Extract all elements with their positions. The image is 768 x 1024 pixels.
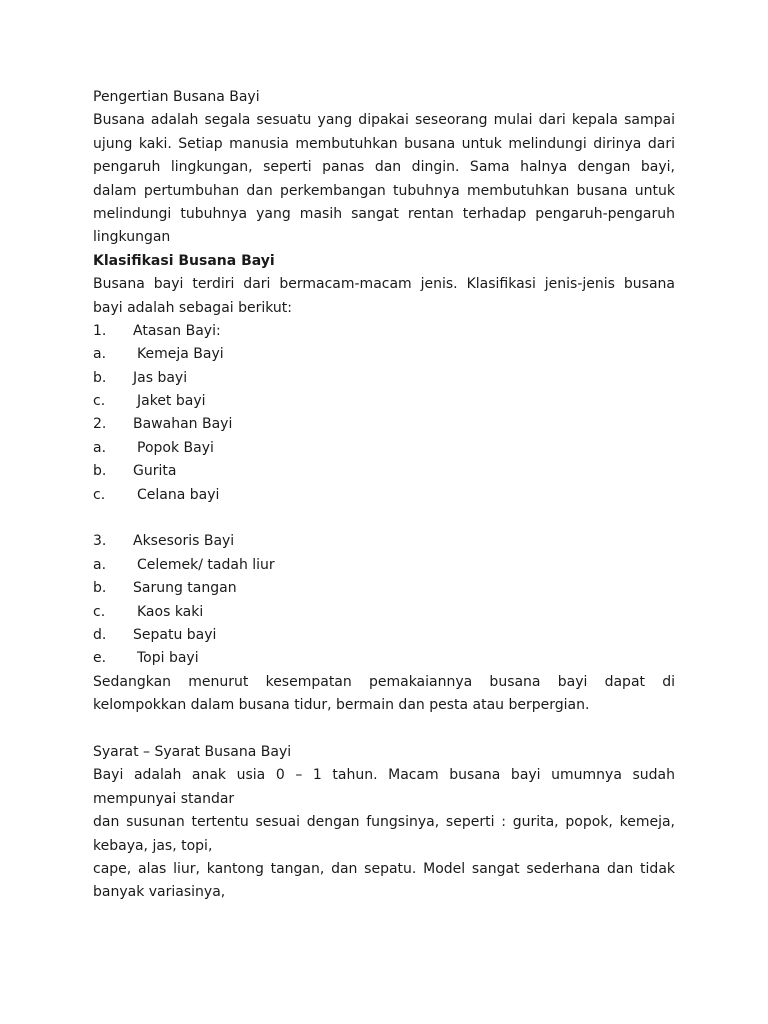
text-line: Busana adalah segala sesuatu yang dipakai seseorang mulai dari kepala sampai [93, 112, 675, 129]
list-item [93, 343, 675, 366]
list-item [93, 554, 675, 577]
list-letter: d. [93, 626, 107, 643]
list-item-label: Jas bayi [133, 369, 188, 386]
list-group-label: Bawahan Bayi [133, 416, 233, 433]
list-group-label: Atasan Bayi: [133, 322, 221, 339]
paragraph-kesempatan [93, 671, 675, 718]
document-body [93, 86, 675, 905]
text-line: Bayi adalah anak usia 0 – 1 tahun. Macam busana bayi umumnya sudah [93, 767, 675, 784]
list-item [93, 624, 675, 647]
list-item-label: Jaket bayi [137, 393, 206, 410]
text-line: kelompokkan dalam busana tidur, bermain dan pesta atau berpergian. [93, 697, 590, 714]
text-line: bayi adalah sebagai berikut: [93, 299, 293, 316]
list-item-label: Sarung tangan [133, 580, 237, 597]
text-line: mempunyai standar [93, 790, 235, 807]
text-line: kebaya, jas, topi, [93, 837, 213, 854]
list-item-label: Gurita [133, 463, 177, 480]
text-line: Busana bayi terdiri dari bermacam-macam jenis. Klasifikasi jenis-jenis busana [93, 276, 675, 293]
list-letter: c. [93, 393, 106, 410]
list-item [93, 460, 675, 483]
text-line: ujung kaki. Setiap manusia membutuhkan busana untuk melindungi dirinya dari [93, 135, 675, 152]
heading-syarat: Syarat – Syarat Busana Bayi [93, 743, 292, 760]
list-item-label: Popok Bayi [137, 439, 214, 456]
list-number: 3. [93, 533, 107, 550]
list-item-label: Topi bayi [137, 650, 199, 667]
list-item [93, 577, 675, 600]
list-item-label: Kemeja Bayi [137, 346, 224, 363]
list-number: 2. [93, 416, 107, 433]
list-group-label: Aksesoris Bayi [133, 533, 235, 550]
list-item-label: Sepatu bayi [133, 626, 217, 643]
list-number: 1. [93, 322, 107, 339]
list-item [93, 437, 675, 460]
heading-klasifikasi: Klasifikasi Busana Bayi [93, 252, 275, 269]
list-item [93, 484, 675, 507]
heading-pengertian: Pengertian Busana Bayi [93, 89, 260, 105]
list-letter: a. [93, 439, 107, 456]
list-group-atasan [93, 320, 675, 343]
text-line: melindungi tubuhnya yang masih sangat rentan terhadap pengaruh-pengaruh [93, 205, 675, 222]
list-letter: b. [93, 463, 107, 480]
list-letter: b. [93, 580, 107, 597]
list-item [93, 601, 675, 624]
list-letter: b. [93, 369, 107, 386]
list-group-bawahan [93, 413, 675, 436]
list-letter: c. [93, 486, 106, 503]
text-line: Sedangkan menurut kesempatan pemakaiannya busana bayi dapat di [93, 673, 675, 690]
text-line: dan susunan tertentu sesuai dengan fungsinya, seperti : gurita, popok, kemeja, [93, 814, 675, 831]
text-line: lingkungan [93, 229, 171, 246]
text-line: banyak variasinya, [93, 884, 226, 901]
list-letter: a. [93, 346, 107, 363]
list-letter: c. [93, 603, 106, 620]
blank-line [93, 718, 675, 741]
text-line: dalam pertumbuhan dan perkembangan tubuhnya membutuhkan busana untuk [93, 182, 675, 199]
list-item-label: Kaos kaki [137, 603, 204, 620]
paragraph-pengertian [93, 109, 675, 249]
paragraph-klasifikasi [93, 273, 675, 320]
list-item-label: Celemek/ tadah liur [137, 556, 275, 573]
list-item [93, 647, 675, 670]
list-letter: a. [93, 556, 107, 573]
list-group-aksesoris [93, 530, 675, 553]
text-line: pengaruh lingkungan, seperti panas dan dingin. Sama halnya dengan bayi, [93, 159, 675, 176]
list-item [93, 390, 675, 413]
text-line: cape, alas liur, kantong tangan, dan sepatu. Model sangat sederhana dan tidak [93, 860, 675, 877]
list-item [93, 367, 675, 390]
list-letter: e. [93, 650, 107, 667]
list-item-label: Celana bayi [137, 486, 220, 503]
paragraph-syarat [93, 764, 675, 904]
blank-line [93, 507, 675, 530]
